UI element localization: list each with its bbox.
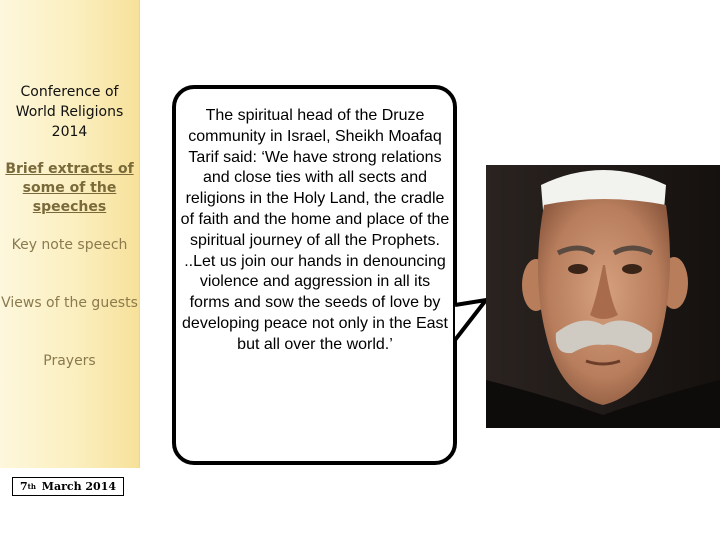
date-day: 7 [19, 480, 28, 493]
date-month-year: March 2014 [41, 480, 117, 493]
sidebar-item-prayers[interactable]: Prayers [43, 353, 96, 369]
date-suffix: th [27, 482, 36, 491]
conference-title: Conference of World Religions 2014 [15, 84, 124, 140]
sidebar-item-key-note[interactable]: Key note speech [11, 237, 128, 253]
sidebar-item-brief-extracts[interactable]: Brief extracts of some of the speeches [5, 161, 134, 215]
portrait-illustration [486, 165, 720, 428]
speech-quote: The spiritual head of the Druze community in Israel, Sheikh Moafaq Tarif said: ‘We have strong relations and close ties with all sects and religions in the Holy Land, the cradle of faith and the home and place of the spiritual journey of all the Prophets. ..Let us join our hands in denouncing violence and aggression in all its forms and sow the seeds of love by developing peace not only in the East but all over the world.’ [180, 107, 450, 353]
portrait-photo [486, 165, 720, 428]
sidebar-item-views-of-guests[interactable]: Views of the guests [1, 295, 138, 311]
